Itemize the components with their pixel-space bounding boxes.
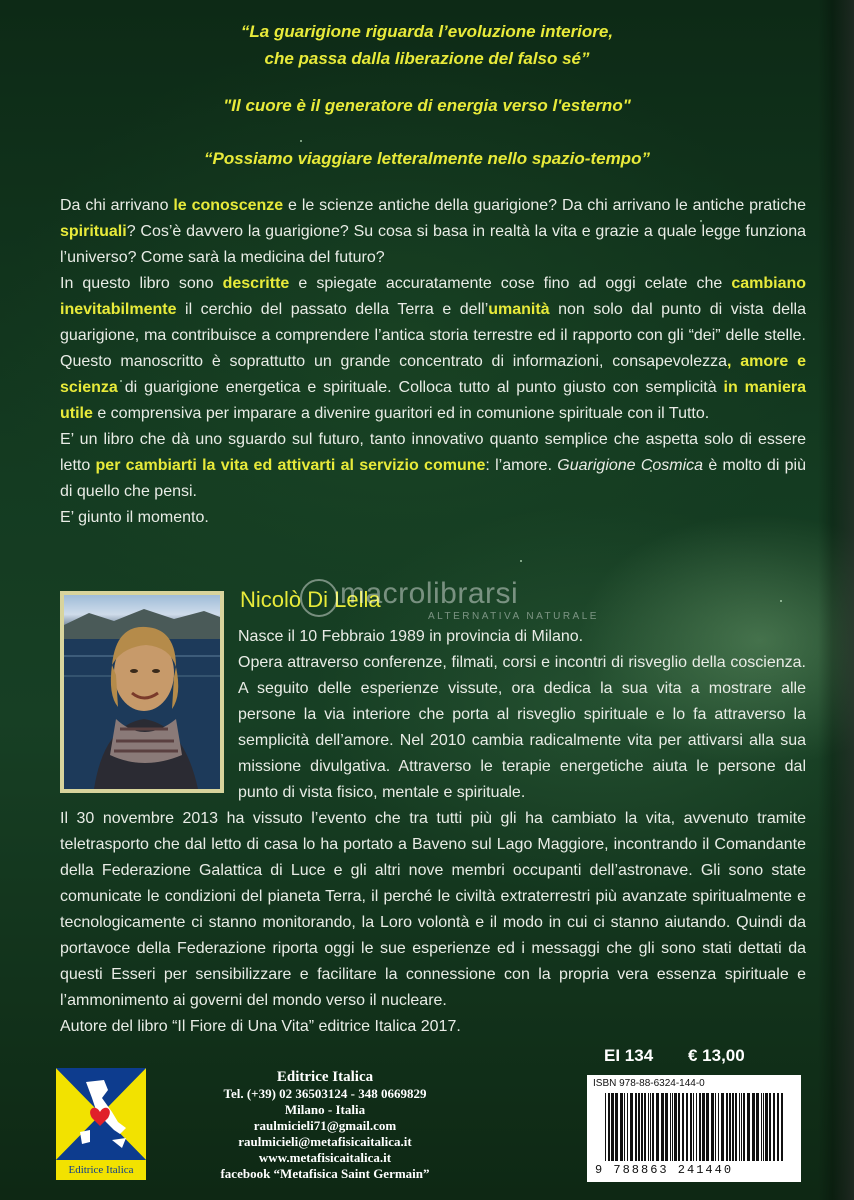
- quote-space-time: “Possiamo viaggiare letteralmente nello spazio-tempo”: [204, 149, 650, 168]
- publisher-email-1[interactable]: raulmicieli71@gmail.com: [253, 1118, 397, 1133]
- book-code: EI 134: [604, 1046, 654, 1065]
- barcode-bar: [644, 1093, 646, 1161]
- barcode-bar: [656, 1093, 659, 1161]
- barcode-bar: [702, 1093, 705, 1161]
- macrolibrarsi-watermark: [300, 575, 600, 625]
- barcode-bar: [630, 1093, 633, 1161]
- book-title-italic: Guarigione Cosmica: [557, 457, 704, 474]
- description-paragraph-4: E’ giunto il momento.: [60, 509, 209, 526]
- barcode-bar: [699, 1093, 701, 1161]
- text-span: non solo dal punto di vista della guarigione, ma contribuisce a comprendere l’antica storia terrestre ed il rapporto con gli “dei” delle stelle. Questo manoscritto è soprattutto un grande concentrato di informazioni, consapevolezza: [60, 301, 806, 370]
- barcode-bar: [670, 1093, 671, 1161]
- barcode-bar: [641, 1093, 643, 1161]
- book-spine-shadow: [818, 0, 854, 1200]
- barcode-bar: [608, 1093, 610, 1161]
- barcode-bar: [729, 1093, 731, 1161]
- highlight: per cambiarti la vita ed attivarti al servizio comune: [95, 457, 486, 474]
- watermark-subtitle: ALTERNATIVA NATURALE: [428, 611, 599, 622]
- barcode-bar: [743, 1093, 745, 1161]
- star: [780, 600, 782, 602]
- logo-text: Editrice Italica: [56, 1160, 146, 1180]
- barcode-bar: [620, 1093, 623, 1161]
- publisher-email-2[interactable]: raulmicieli@metafisicaitalica.it: [238, 1134, 412, 1149]
- bio-event: Il 30 novembre 2013 ha vissuto l’evento che tra tutti più gli ha cambiato la vita, avvenuto tramite teletrasporto che dal letto di casa lo ha portato a Baveno sul Lago Maggiore, incontrando il Comandante della Federazione Galattica di Luce e gli altri nove membri occupanti dell’astronave. Gli sono state comunicate le condizioni del pianeta Terra, il perché le civiltà extraterrestri più avanzate spiritualmente e tecnologicamente ci stanno monitorando, la Loro volontà e il modo in cui ci stanno aiutando. Quindi da portavoce della Federazione riporta oggi le sue esperienze ed i messaggi che gli sono stati dettati da questi Esseri per sensibilizzare e facilitare la connessione con la propria vera essenza spirituale e l’ammonimento ai governi del mondo verso il nucleare.: [60, 810, 806, 1009]
- barcode-bar: [650, 1093, 651, 1161]
- barcode-bar: [682, 1093, 684, 1161]
- publisher-phone: Tel. (+39) 02 36503124 - 348 0669829: [223, 1086, 427, 1101]
- barcode-bar: [665, 1093, 668, 1161]
- highlight: cambiano inevitabilmente: [60, 275, 807, 318]
- barcode-bar: [761, 1093, 762, 1161]
- highlight: descritte: [222, 275, 290, 292]
- barcode-bar: [715, 1093, 716, 1161]
- barcode-bar: [690, 1093, 692, 1161]
- bio-other-book: Autore del libro “Il Fiore di Una Vita” editrice Italica 2017.: [60, 1018, 461, 1035]
- highlight: spirituali: [60, 223, 127, 240]
- text-span: e comprensiva per imparare a divenire guaritori ed in comunione spirituale con il Tutto.: [92, 405, 710, 422]
- barcode-bar: [672, 1093, 673, 1161]
- barcode-bar: [693, 1093, 694, 1161]
- barcode-bar: [678, 1093, 680, 1161]
- barcode-bar: [756, 1093, 759, 1161]
- text-span: E’ un libro che dà uno sguardo sul futuro, tanto innovativo quanto semplice che aspetta solo di essere letto: [60, 431, 806, 474]
- barcode-bar: [674, 1093, 677, 1161]
- barcode-bar: [765, 1093, 768, 1161]
- text-span: ? Cos’è davvero la guarigione? Su cosa si basa in realtà la vita e grazie a quale legge funziona l’universo? Come sarà la medicina del futuro?: [60, 223, 806, 266]
- text-span: è molto di più di quello che pensi.: [60, 457, 806, 500]
- bio-birth: Nasce il 10 Febbraio 1989 in provincia di Milano.: [238, 628, 584, 645]
- barcode-bar: [741, 1093, 742, 1161]
- description-paragraph-1: [60, 193, 806, 271]
- bio-work: Opera attraverso conferenze, filmati, corsi e incontri di risveglio della coscienza. A seguito delle esperienze vissute, ora dedica la sua vita a mostrare alle persone la via interiore che porta al risveglio spirituale e lo fa attraverso la semplicità dell’amore. Nel 2010 cambia radicalmente vita per attivarsi alla sua missione divulgativa. Attraverso le terapie energetiche aiuta le persone dal punto di vista fisico, mentale e spirituale.: [238, 654, 806, 801]
- barcode-bar: [652, 1093, 654, 1161]
- barcode-bar: [763, 1093, 764, 1161]
- portrait-illustration: [64, 595, 220, 789]
- barcode-bar: [735, 1093, 737, 1161]
- author-photo: [60, 591, 224, 793]
- barcode-bar: [624, 1093, 625, 1161]
- barcode-bar: [611, 1093, 614, 1161]
- text-span: In questo libro sono: [60, 275, 223, 292]
- barcode-bar: [747, 1093, 750, 1161]
- publisher-name: Editrice Italica: [276, 1069, 374, 1085]
- barcode-bar: [711, 1093, 714, 1161]
- star: [300, 140, 302, 142]
- author-photo-image: [64, 595, 220, 789]
- barcode-number: 9 788863 241440: [595, 1163, 734, 1177]
- barcode-bars: [605, 1093, 785, 1161]
- book-description: [60, 193, 806, 531]
- barcode-bar: [773, 1093, 775, 1161]
- barcode-bar: [739, 1093, 740, 1161]
- author-bio-rest: [60, 806, 806, 1040]
- text-span: di guarigione energetica e spirituale. Colloca tutto al punto giusto con semplicità: [117, 379, 724, 396]
- barcode-bar: [635, 1093, 637, 1161]
- barcode-bar: [615, 1093, 618, 1161]
- text-span: il cerchio del passato della Terra e dell’: [176, 301, 489, 318]
- barcode-bar: [732, 1093, 734, 1161]
- barcode-bar: [781, 1093, 783, 1161]
- barcode-bar: [726, 1093, 728, 1161]
- isbn-label: ISBN 978-88-6324-144-0: [593, 1078, 705, 1089]
- description-paragraph-2: [60, 271, 806, 427]
- barcode-bar: [638, 1093, 640, 1161]
- highlight: in maniera utile: [60, 379, 807, 422]
- barcode-bar: [706, 1093, 709, 1161]
- highlight: le conoscenze: [173, 197, 284, 214]
- publisher-website[interactable]: www.metafisicaitalica.it: [258, 1150, 392, 1165]
- author-bio-top: [238, 624, 806, 806]
- barcode-bar: [605, 1093, 606, 1161]
- quote-line-1: “La guarigione riguarda l’evoluzione interiore,: [240, 22, 614, 41]
- barcode-bar: [769, 1093, 771, 1161]
- text-span: e spiegate accuratamente cose fino ad oggi celate che: [289, 275, 732, 292]
- author-name: Nicolò Di Lella: [240, 587, 381, 612]
- quote-heart: "Il cuore è il generatore di energia verso l'esterno": [223, 96, 631, 115]
- quote-line-2: che passa dalla liberazione del falso sé”: [264, 49, 590, 68]
- publisher-info: [130, 1068, 520, 1182]
- text-span: e le scienze antiche della guarigione? Da chi arrivano le antiche pratiche: [283, 197, 807, 214]
- barcode-bar: [752, 1093, 755, 1161]
- isbn-barcode: [587, 1075, 801, 1182]
- publisher-facebook: facebook “Metafisica Saint Germain”: [220, 1166, 430, 1181]
- barcode-bar: [696, 1093, 697, 1161]
- highlight: umanità: [488, 301, 550, 318]
- barcode-bar: [777, 1093, 779, 1161]
- star: [520, 560, 522, 562]
- text-span: : l’amore.: [485, 457, 558, 474]
- barcode-bar: [627, 1093, 628, 1161]
- text-span: Da chi arrivano: [60, 197, 174, 214]
- highlight: , amore e scienza: [60, 353, 806, 396]
- watermark-name: macrolibrarsi: [340, 577, 519, 610]
- book-price: € 13,00: [688, 1046, 745, 1065]
- barcode-bar: [721, 1093, 724, 1161]
- barcode-bar: [718, 1093, 719, 1161]
- publisher-city: Milano - Italia: [284, 1102, 366, 1117]
- watermark-logo-icon: [300, 579, 338, 617]
- barcode-bar: [686, 1093, 688, 1161]
- barcode-bar: [648, 1093, 649, 1161]
- description-paragraph-3: [60, 427, 806, 505]
- barcode-bar: [661, 1093, 664, 1161]
